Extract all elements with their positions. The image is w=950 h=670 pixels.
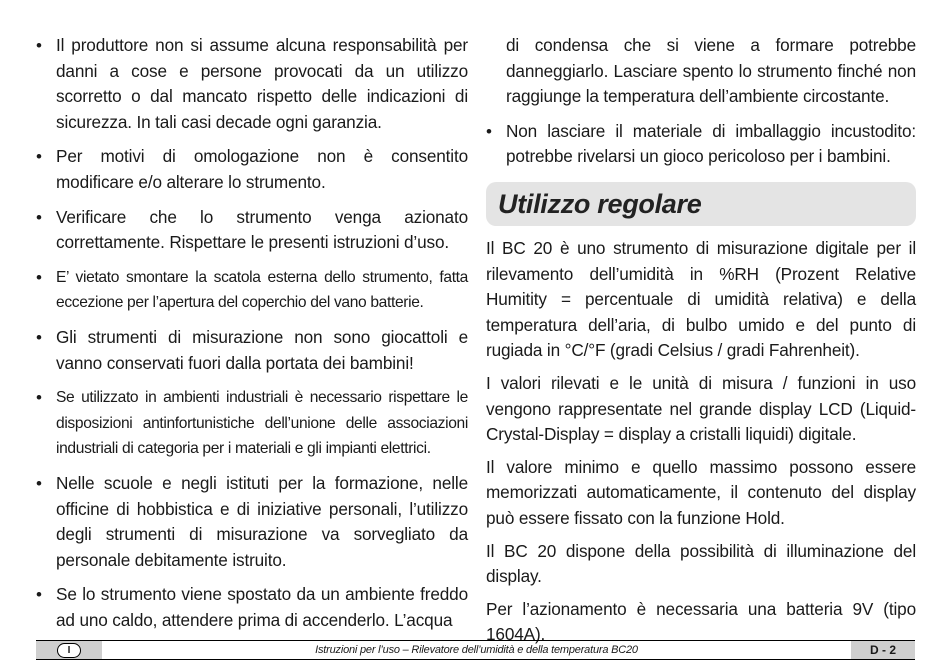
- body-paragraph: Il valore minimo e quello massimo possono essere memorizzati automaticamente, il contenuto del display può essere fissato con la funzione Hold.: [486, 456, 916, 528]
- section-heading: Utilizzo regolare: [486, 182, 916, 226]
- footer-title: Istruzioni per l’uso – Rilevatore dell’umidità e della temperatura BC20: [315, 644, 638, 656]
- safety-bullet-list: [36, 33, 468, 633]
- left-column: [36, 33, 468, 642]
- list-item: • Il produttore non si assume alcuna responsabilità per danni a cose e persone provocati da un utilizzo scorretto o dal mancato rispetto delle indicazioni di sicurezza. In tali casi decade ogni garanzia.: [36, 33, 468, 135]
- list-item: • Verificare che lo strumento venga azionato correttamente. Rispettare le presenti istruzioni d’uso.: [36, 205, 468, 256]
- body-paragraph: Il BC 20 dispone della possibilità di illuminazione del display.: [486, 540, 916, 587]
- list-item: • Nelle scuole e negli istituti per la formazione, nelle officine di hobbistica e di iniziative personali, l’utilizzo degli strumenti di misurazione va sorvegliato da personale debitamente istruito.: [36, 471, 468, 573]
- list-item: • Per motivi di omologazione non è consentito modificare e/o alterare lo strumento.: [36, 144, 468, 195]
- body-paragraph: Il BC 20 è uno strumento di misurazione digitale per il rilevamento dell’umidità in %RH (Prozent Relative Humitity = percentuale di umidità relativa) e della temperatura dell’aria, di bulbo umido e del punto di rugiada in °C/°F (gradi Celsius / gradi Fahrenheit).: [486, 237, 916, 361]
- page-number: D - 2: [851, 641, 915, 659]
- body-paragraph: Per l’azionamento è necessaria una batteria 9V (tipo 1604A).: [486, 598, 916, 645]
- language-box: [36, 641, 102, 659]
- continued-text: di condensa che si viene a formare potrebbe danneggiarlo. Lasciare spento lo strumento finché non raggiunge la temperatura dell’ambiente circostante.: [506, 35, 916, 107]
- list-item: • Non lasciare il materiale di imballaggio incustodito: potrebbe rivelarsi un gioco pericoloso per i bambini.: [486, 119, 916, 170]
- body-paragraph: I valori rilevati e le unità di misura / funzioni in uso vengono rappresentate nel grande display LCD (Liquid-Crystal-Display = display a cristalli liquidi) digitale.: [486, 372, 916, 445]
- list-item: • Se lo strumento viene spostato da un ambiente freddo ad uno caldo, attendere prima di accenderlo. L’acqua: [36, 582, 468, 633]
- list-item: • Se utilizzato in ambienti industriali è necessario rispettare le disposizioni antinfortunistiche dell’unione delle associazioni industriali di categoria per i materiali e gli impianti elettrici.: [36, 385, 468, 462]
- safety-bullet-list-continued: [486, 119, 916, 170]
- list-item: • Gli strumenti di misurazione non sono giocattoli e vanno conservati fuori dalla portata dei bambini!: [36, 325, 468, 376]
- right-column: [486, 33, 916, 648]
- language-badge: I: [57, 643, 81, 658]
- list-item: • E’ vietato smontare la scatola esterna dello strumento, fatta eccezione per l’apertura del coperchio del vano batterie.: [36, 265, 468, 316]
- page-footer: [36, 640, 915, 660]
